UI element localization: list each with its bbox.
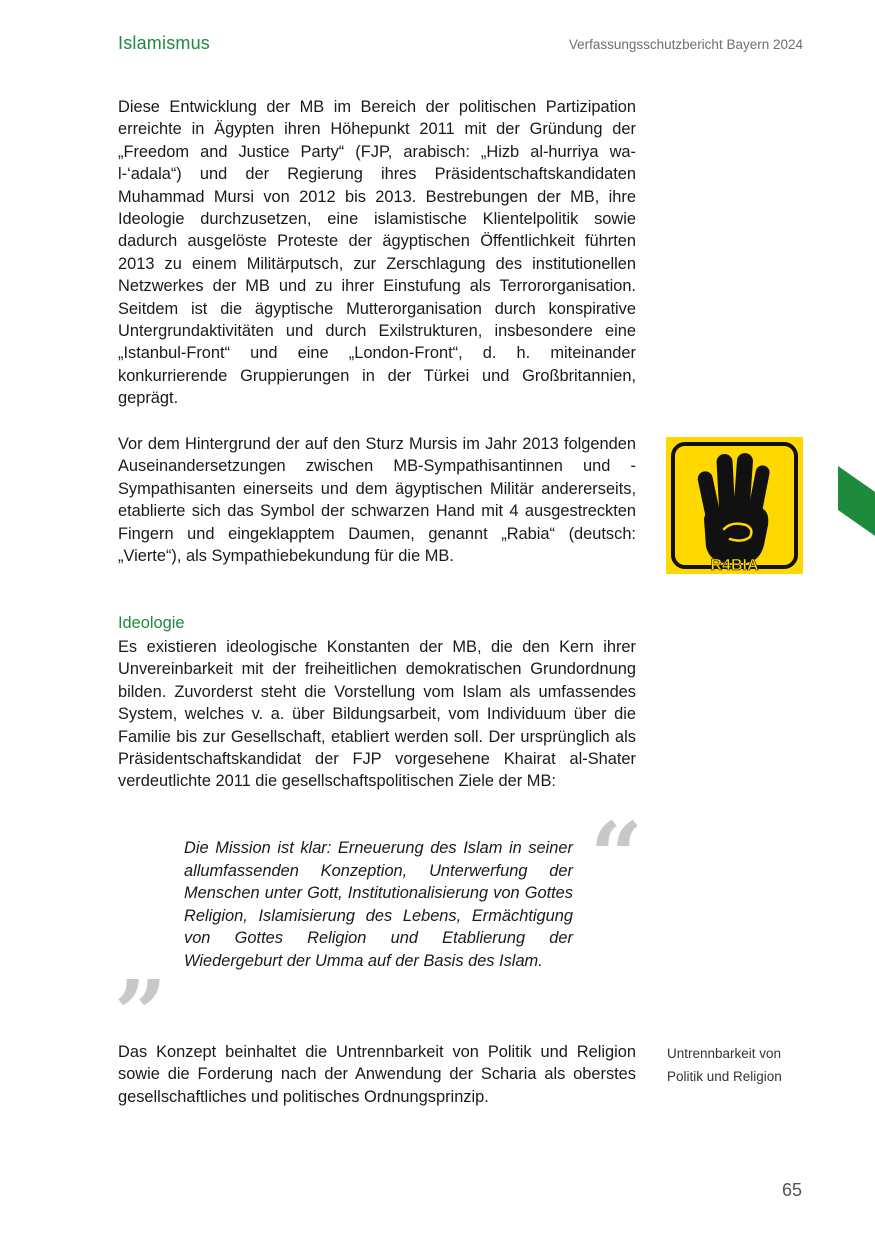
- quote-open-mark: “: [590, 802, 643, 910]
- paragraph-mb-development: Diese Entwicklung der MB im Bereich der politischen Partizipation erreichte in Ägypten ihren Höhepunkt 2011 mit der Gründung der „Freedom and Justice Party“ (FJP, arabisch: „Hizb al-hurriya wa-l-‘adala“) und der Regierung ihres Präsidentschaftskandidaten Muhammad Mursi von 2012 bis 2013. Bestrebungen der MB, ihre Ideologie durchzusetzen, eine islamistische Klientelpolitik sowie dadurch ausgelöste Proteste der ägyptischen Öffentlichkeit führten 2013 zu einem Militärputsch, zur Zerschlagung des institutionellen Netzwerkes der MB und zu ihrer Einstufung als Terrororganisation. Seitdem ist die ägyptische Mutterorganisation durch konspirative Untergrundaktivitäten und durch Exilstrukturen, insbesondere eine „Istanbul-Front“ und eine „London-Front“, d. h. miteinander konkurrierende Gruppierungen in der Türkei und Großbritannien, geprägt.: [118, 98, 636, 408]
- page-number: 65: [781, 1180, 802, 1200]
- chapter-tab-marker: [838, 466, 875, 538]
- paragraph-concept: Das Konzept beinhaltet die Untrennbarkeit von Politik und Religion sowie die Forderung nach der Anwendung der Scharia als oberstes gesellschaftliches und politisches Ordnungsprinzip.: [118, 1043, 636, 1106]
- rabia-symbol-image: [666, 437, 803, 574]
- section-title: Islamismus: [118, 33, 211, 53]
- margin-note: Untrennbarkeit von Politik und Religion: [667, 1046, 782, 1084]
- quote-close-mark: ”: [114, 960, 167, 1068]
- subheading-ideology: Ideologie: [118, 614, 185, 632]
- paragraph-rabia-symbol: Vor dem Hintergrund der auf den Sturz Mursis im Jahr 2013 folgenden Auseinandersetzungen zwischen MB-Sympathisantinnen und -Sympathisanten einerseits und dem ägyptischen Militär andererseits, etablierte sich das Symbol der schwarzen Hand mit 4 ausgestreckten Fingern und eingeklapptem Daumen, genannt „Rabia“ (deutsch: „Vierte“), als Sympathiebekundung für die MB.: [118, 435, 636, 566]
- rabia-label: R4BIA: [710, 557, 759, 574]
- paragraph-ideology: Es existieren ideologische Konstanten der MB, die den Kern ihrer Unvereinbarkeit mit der freiheitlichen demokratischen Grundordnung bilden. Zuvorderst steht die Vorstellung vom Islam als umfassendes System, welches v. a. über Bildungsarbeit, vom Individuum über die Familie bis zur Gesellschaft, etabliert werden soll. Der ursprünglich als Präsidentschaftskandidat der FJP vorgesehene Khairat al-Shater verdeutlichte 2011 die gesellschaftspolitischen Ziele der MB:: [118, 638, 636, 791]
- blockquote-shater: Die Mission ist klar: Erneuerung des Islam in seiner allumfassenden Konzeption, Unterwerfung der Menschen unter Gott, Institutionalisierung von Gottes Religion, Islamisierung des Lebens, Ermächtigung von Gottes Religion und Etablierung der Wiedergeburt der Umma auf der Basis des Islam.: [184, 839, 573, 970]
- report-title: Verfassungsschutzbericht Bayern 2024: [568, 37, 803, 52]
- rabia-hand-icon: [666, 437, 803, 574]
